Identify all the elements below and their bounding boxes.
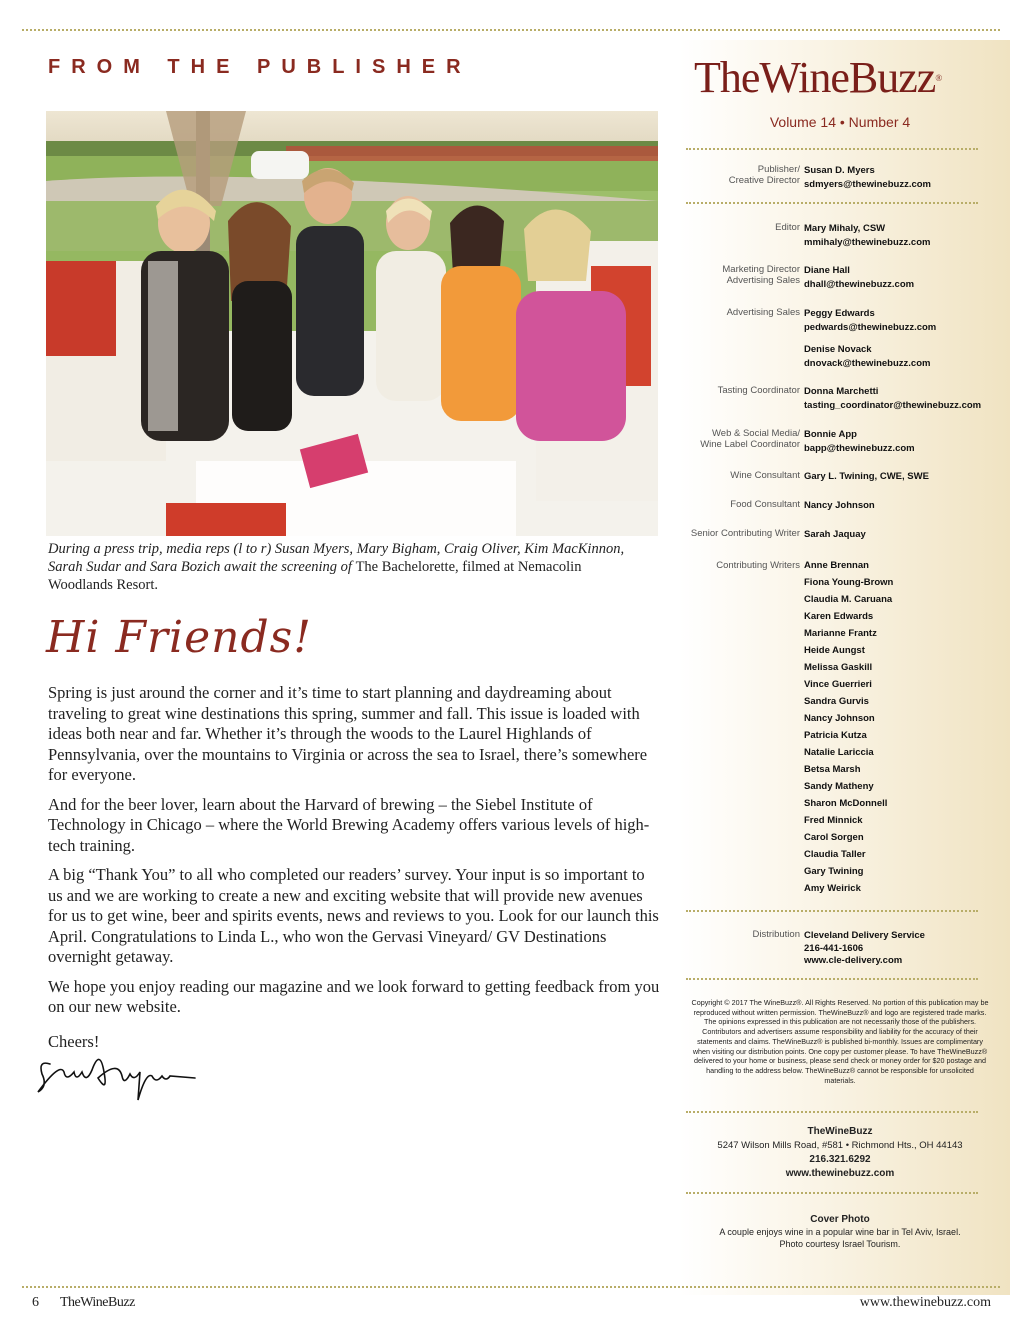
cover-line: Photo courtesy Israel Tourism. <box>779 1239 901 1249</box>
address-phone: 216.321.6292 <box>809 1154 871 1165</box>
cover-photo-credit <box>690 1213 990 1250</box>
writer-name: Sandy Matheny <box>804 781 874 792</box>
staff-contact: Bonnie App bapp@thewinebuzz.com <box>804 429 915 454</box>
writer-name: Gary Twining <box>804 866 864 877</box>
letter-paragraph: And for the beer lover, learn about the Harvard of brewing – the Siebel Institute of Technology in Chicago – where the World Brewing Academy offers various levels of high-tech training. <box>48 794 650 855</box>
staff-contact: Mary Mihaly, CSW mmihaly@thewinebuzz.com <box>804 223 931 248</box>
staff-contact: Gary L. Twining, CWE, SWE <box>804 471 929 482</box>
publisher-signature <box>30 1042 200 1107</box>
address-website[interactable]: www.thewinebuzz.com <box>785 1168 895 1179</box>
writer-name: Nancy Johnson <box>804 713 875 724</box>
masthead-divider <box>686 1192 978 1194</box>
writer-name: Amy Weirick <box>804 883 861 894</box>
signature-graphic <box>30 1042 200 1102</box>
magazine-logo <box>694 52 974 104</box>
writer-name: Heide Aungst <box>804 645 865 656</box>
staff-contact: Peggy Edwards pedwards@thewinebuzz.com <box>804 308 937 333</box>
writer-name: Carol Sorgen <box>804 832 864 843</box>
staff-role: Publisher/ Creative Director <box>728 164 800 186</box>
writer-name: Anne Brennan <box>804 560 869 571</box>
writer-name: Fred Minnick <box>804 815 863 826</box>
staff-contact: Nancy Johnson <box>804 500 875 511</box>
staff-contact: Cleveland Delivery Service 216-441-1606 www.cle-delivery.com <box>804 930 925 966</box>
staff-contact: Donna Marchetti tasting_coordinator@thewinebuzz.com <box>804 386 982 411</box>
staff-role: Editor <box>775 222 800 233</box>
staff-role: Distribution <box>752 929 800 940</box>
letter-paragraph: Spring is just around the corner and it’s time to start planning and daydreaming about traveling to great wine destinations this spring, summer and fall. This issue is loaded with ideas both near and far. Whether it’s through the woods to the Laurel Highlands of Pennsylvania, over the mountains to Virginia or across the sea to Israel, there’s somewhere for everyone. <box>48 683 648 784</box>
staff-role: Web & Social Media/ Wine Label Coordinator <box>700 428 800 450</box>
letter-closing: Cheers! <box>48 1031 100 1051</box>
staff-role: Senior Contributing Writer <box>690 528 800 539</box>
staff-role: Marketing Director Advertising Sales <box>722 264 800 286</box>
staff-contact: Denise Novack dnovack@thewinebuzz.com <box>804 344 931 369</box>
staff-role: Advertising Sales <box>726 307 800 318</box>
page-number: 6 <box>32 1295 39 1310</box>
writer-name: Sandra Gurvis <box>804 696 869 707</box>
masthead-divider <box>686 148 978 150</box>
writer-name: Claudia M. Caruana <box>804 594 893 605</box>
bottom-divider <box>22 1286 1000 1288</box>
staff-contact: Susan D. Myers sdmyers@thewinebuzz.com <box>804 165 931 190</box>
caption-show-title: The Bachelorette <box>355 559 456 575</box>
letter-body <box>48 683 663 1061</box>
writer-name: Claudia Taller <box>804 849 866 860</box>
logo-text: TheWineBuzz <box>694 53 936 102</box>
letter-paragraph: We hope you enjoy reading our magazine and we look forward to getting feedback from you on our new website. <box>48 976 660 1016</box>
footer-url[interactable]: www.thewinebuzz.com <box>859 1295 991 1310</box>
letter-paragraph: A big “Thank You” to all who completed our readers’ survey. Your input is so important to us and we are working to create a new and exciting website that will provide new avenues for us to get wine, beer and spirits events, news and reviews to you. Look for our launch this April. Congratulations to Linda L., who won the Gervasi Vineyard/ GV Destinations overnight getaway. <box>48 865 659 966</box>
group-photo-illustration <box>46 111 658 536</box>
staff-role: Contributing Writers <box>716 560 800 571</box>
writer-name: Patricia Kutza <box>804 730 867 741</box>
staff-contact: Sarah Jaquay <box>804 529 866 540</box>
writer-name: Betsa Marsh <box>804 764 861 775</box>
caption-text-end: , filmed at Nemacolin Woodlands Resort. <box>48 559 582 593</box>
cover-heading: Cover Photo <box>810 1214 870 1225</box>
registered-mark: ® <box>935 73 942 83</box>
group-photo <box>46 111 658 536</box>
address-street: 5247 Wilson Mills Road, #581 • Richmond Hts., OH 44143 <box>717 1140 963 1151</box>
volume-number: Volume 14 • Number 4 <box>769 114 911 130</box>
staff-role: Food Consultant <box>730 499 800 510</box>
staff-role: Wine Consultant <box>730 470 800 481</box>
writer-name: Sharon McDonnell <box>804 798 888 809</box>
masthead-divider <box>686 202 978 204</box>
top-divider <box>22 29 1000 31</box>
masthead-divider <box>686 1111 978 1113</box>
masthead-divider <box>686 910 978 912</box>
masthead-divider <box>686 978 978 980</box>
publisher-address <box>690 1125 990 1181</box>
section-title: FROM THE PUBLISHER <box>48 56 472 78</box>
staff-role: Tasting Coordinator <box>717 385 800 396</box>
writer-name: Melissa Gaskill <box>804 662 873 673</box>
writer-name: Vince Guerrieri <box>804 679 872 690</box>
photo-caption <box>48 540 648 594</box>
writer-name: Marianne Frantz <box>804 628 877 639</box>
address-name: TheWineBuzz <box>807 1126 873 1137</box>
writer-name: Natalie Lariccia <box>804 747 874 758</box>
copyright-notice: Copyright © 2017 The WineBuzz®. All Rights Reserved. No portion of this publication may be reproduced without written permission. TheWineBuzz® and logo are registered trade marks. The opinions expressed in this publication are not necessarily those of the publishers. Contributors and advertisers assume responsibility and liability for the accuracy of their statements and claims. TheWineBuzz® is published bi-monthly. Issues are complimentary when visiting our distribution points. One copy per customer please. To have TheWineBuzz® delivered to your home or business, please send check or money order for $20 postage and handling to the address below. TheWineBuzz® cannot be responsible for unsolicited materials. <box>691 998 989 1085</box>
footer-brand: TheWineBuzz <box>60 1295 135 1310</box>
writer-name: Fiona Young-Brown <box>804 577 894 588</box>
writer-name: Karen Edwards <box>804 611 874 622</box>
staff-contact: Diane Hall dhall@thewinebuzz.com <box>804 265 915 290</box>
letter-greeting: Hi Friends! <box>46 612 312 663</box>
cover-line: A couple enjoys wine in a popular wine bar in Tel Aviv, Israel. <box>719 1227 961 1237</box>
caption-text: During a press trip, media reps (l to r) Susan Myers, Mary Bigham, Craig Oliver, Kim MacKinnon, Sarah Sudar and Sara Bozich await the screening of <box>48 541 625 575</box>
